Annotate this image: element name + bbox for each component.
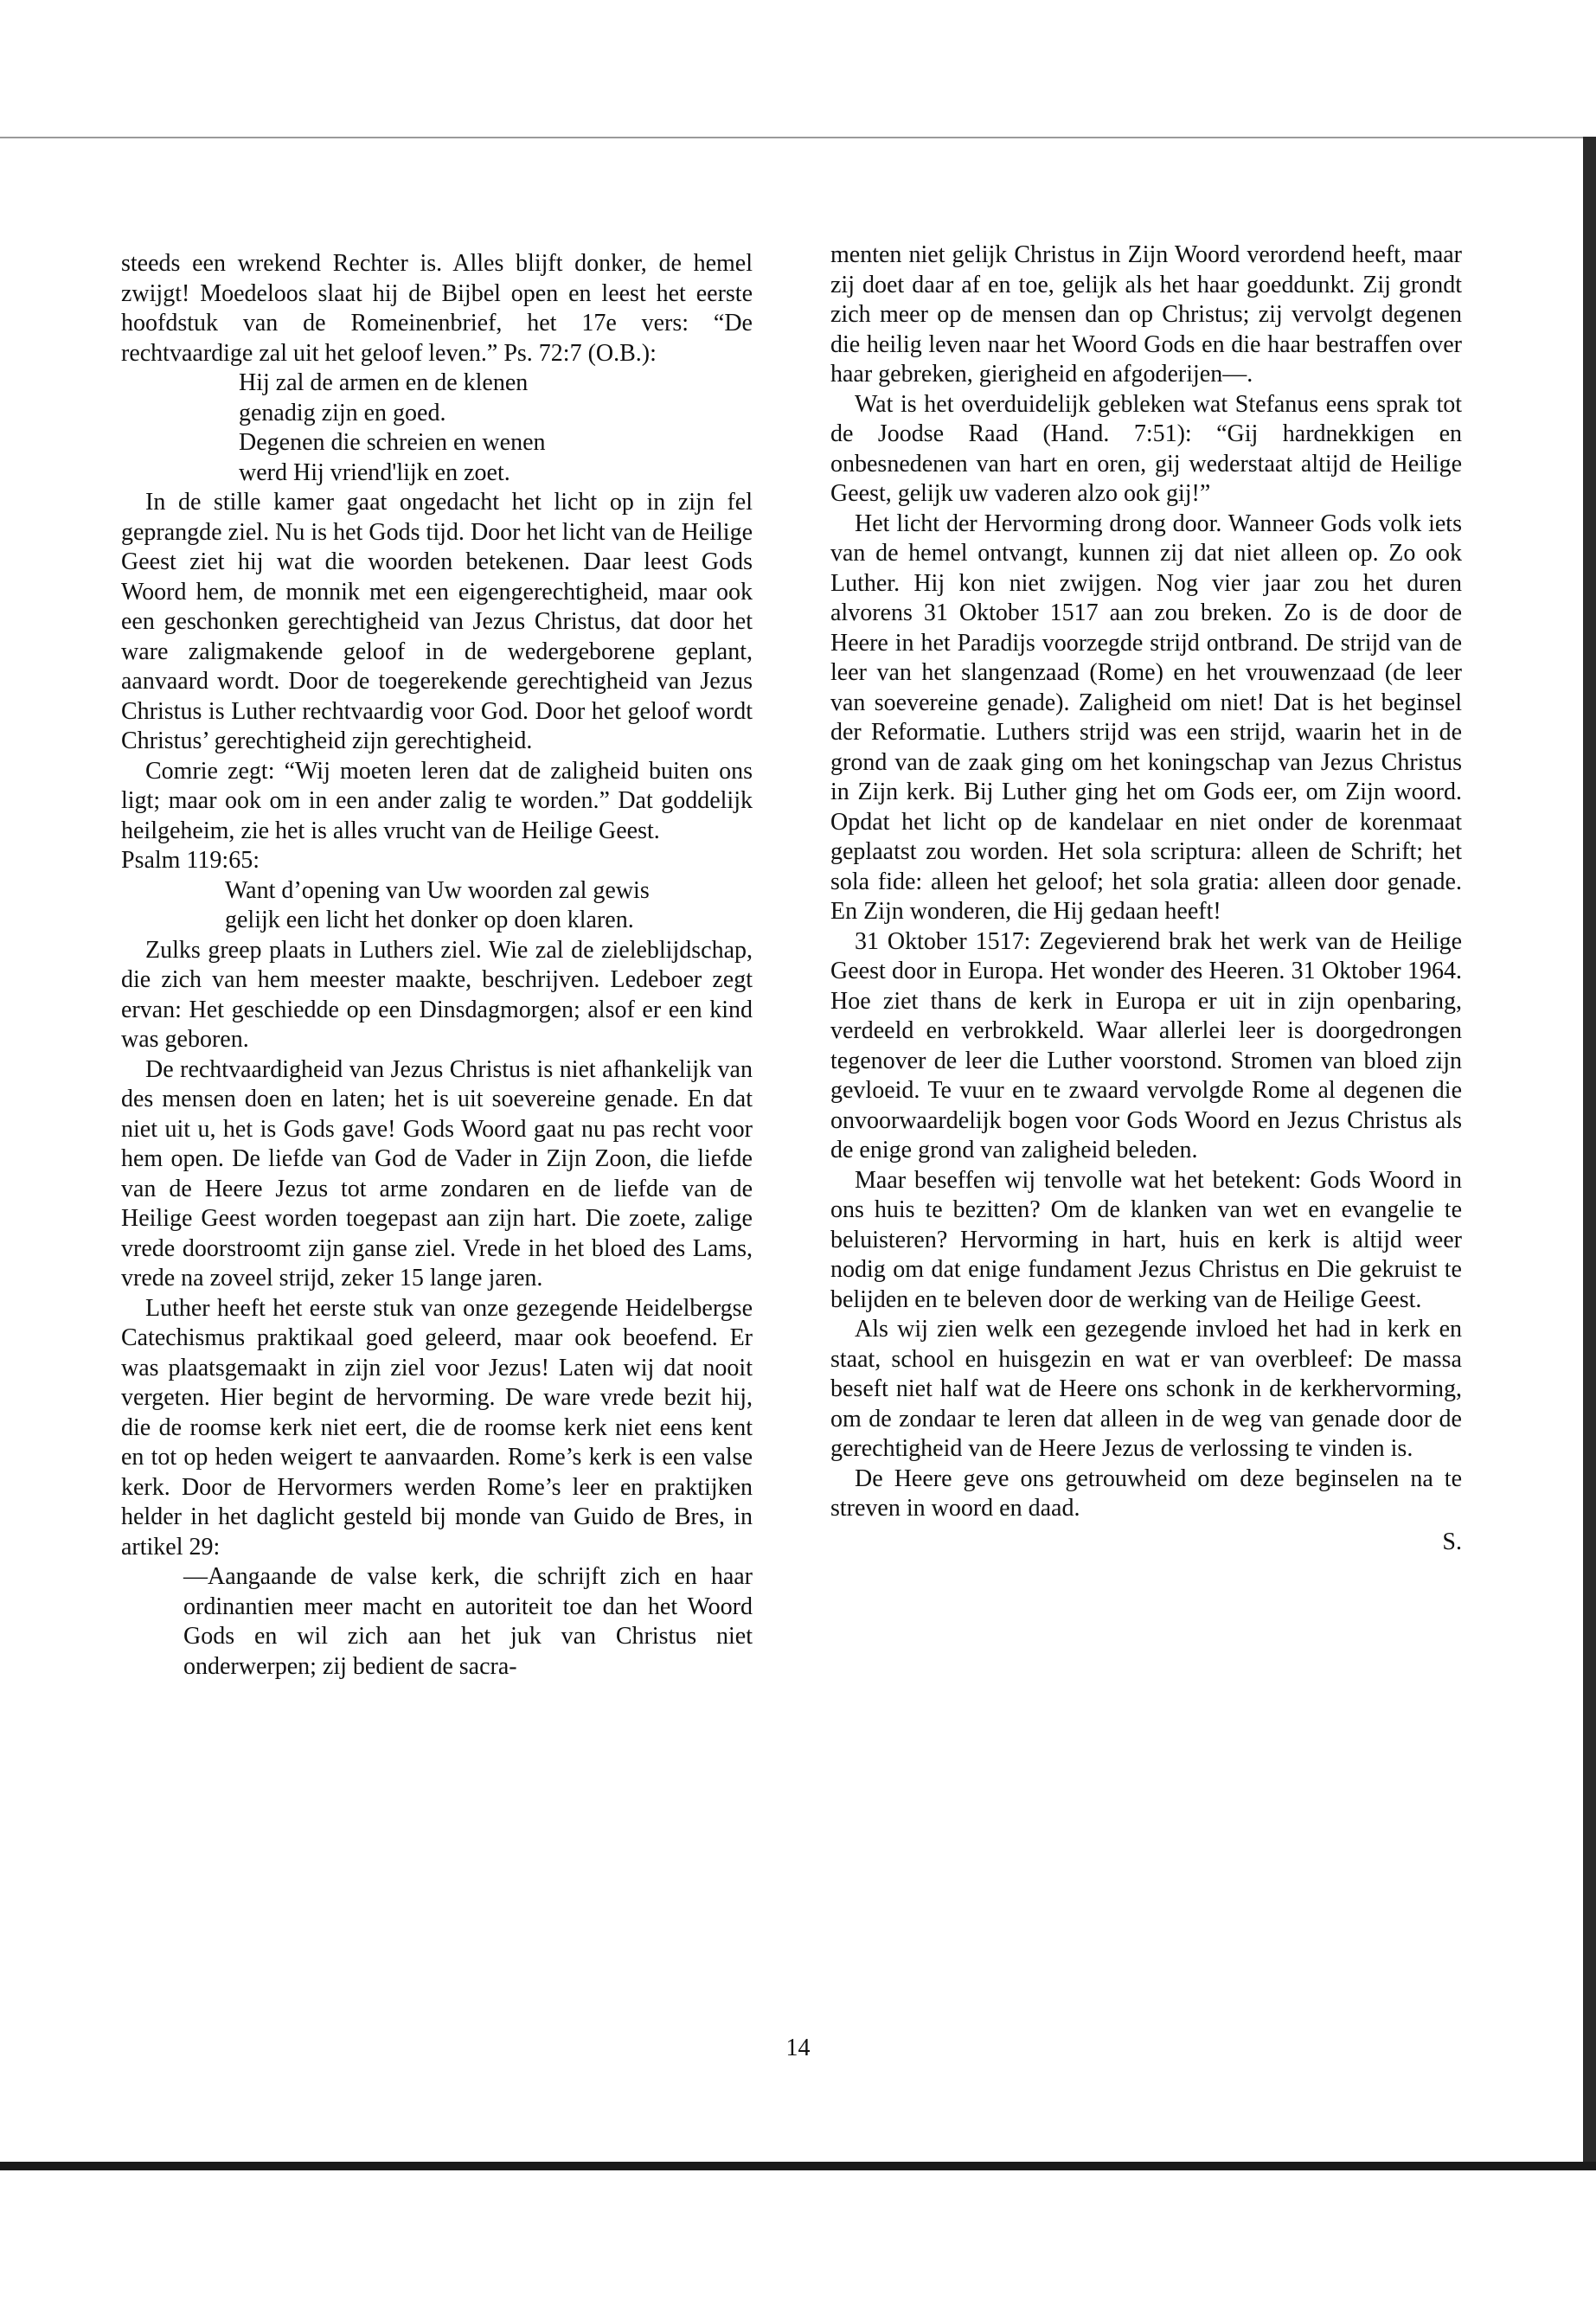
paragraph: Het licht der Hervorming drong door. Wanneer Gods volk iets van de hemel ontvangt, kunnen zij dat niet alleen op. Zo ook Luther. Hij kon niet zwijgen. Nog vier jaar zou het duren alvorens 31 Oktober 1517 aan zou breken. Zo is de door de Heere in het Paradijs voorzegde strijd ontbrand. De strijd van de leer van het slangenzaad (Rome) en het vrouwenzaad (de leer van soevereine genade). Zaligheid om niet! Dat is het beginsel der Reformatie. Luthers strijd was een strijd, waarin het in de grond van de zaak ging om het koningschap van Jezus Christus in Zijn kerk. Bij Luther ging het om Gods eer, om Zijn woord. Opdat het licht op de kandelaar en niet onder de korenmaat geplaatst zou worden. Het sola scriptura: alleen de Schrift; het sola fide: alleen het geloof; het sola gratia: alleen door genade. En Zijn wonderen, die Hij gedaan heeft! <box>830 510 1462 925</box>
left-column <box>121 249 753 1682</box>
psalm-verse-line: werd Hij vriend'lijk en zoet. <box>239 458 510 486</box>
psalm-verse-line: Hij zal de armen en de klenen <box>239 369 529 396</box>
scan-bottom-border <box>0 2162 1596 2170</box>
psalm-verse-line: gelijk een licht het donker op doen klaren. <box>225 907 634 933</box>
paragraph: 31 Oktober 1517: Zegevierend brak het werk van de Heilige Geest door in Europa. Het wonder des Heeren. 31 Oktober 1964. Hoe ziet thans de kerk in Europa er uit in zijn openbaring, verdeeld en verbrokkeld. Waar allerlei leer is doorgedrongen tegenover de leer die Luther voorstond. Stromen van bloed zijn gevloeid. Te vuur en te zwaard vervolgde Rome al degenen die onvoorwaardelijk bogen voor Gods Woord en Jezus Christus als de enige grond van zaligheid beleden. <box>830 927 1462 1163</box>
psalm-verse-line: Degenen die schreien en wenen <box>239 429 546 456</box>
scan-top-border <box>0 137 1596 138</box>
paragraph: De Heere geve ons getrouwheid om deze beginselen na te streven in woord en daad. <box>830 1465 1462 1522</box>
paragraph: In de stille kamer gaat ongedacht het licht op in zijn fel geprangde ziel. Nu is het Gods tijd. Door het licht van de Heilige Geest ziet hij wat die woorden betekenen. Daar leest Gods Woord hem, de monnik met een eigengerechtigheid, maar ook een geschonken gerechtigheid van Jezus Christus, dat door het ware zaligmakende geloof in de wedergeborene geplant, aanvaard wordt. Door de toegerekende gerechtigheid van Jezus Christus is Luther rechtvaardig voor God. Door het geloof wordt Christus’ gerechtigheid zijn gerechtigheid. <box>121 489 753 754</box>
paragraph: Luther heeft het eerste stuk van onze gezegende Heidelbergse Catechismus praktikaal goed geleerd, maar ook beoefend. Er was plaatsgemaakt in zijn ziel voor Jezus! Laten wij dat nooit vergeten. Hier begint de hervorming. De ware vrede bezit hij, die de roomse kerk niet eert, die de roomse kerk niet eens kent en tot op heden weigert te aanvaarden. Rome’s kerk is een valse kerk. Door de Hervormers werden Rome’s leer en praktijken helder in het daglicht gesteld bij monde van Guido de Bres, in artikel 29: <box>121 1294 753 1561</box>
psalm-verse-line: genadig zijn en goed. <box>239 399 446 426</box>
paragraph: Maar beseffen wij tenvolle wat het betekent: Gods Woord in ons huis te bezitten? Om de klanken van wet en evangelie te beluisteren? Hervorming in hart, huis en kerk is altijd weer nodig om dat enige fundament Jezus Christus en Die gekruist te belijden en te beleven door de werking van de Heilige Geest. <box>830 1166 1462 1313</box>
paragraph: Wat is het overduidelijk gebleken wat Stefanus eens sprak tot de Joodse Raad (Hand. 7:51): “Gij hardnekkigen en onbesnedenen van hart en oren, gij wederstaat altijd de Heilige Geest, gelijk uw vaderen alzo ook gij!” <box>830 390 1462 507</box>
psalm-verse-line: Want d’opening van Uw woorden zal gewis <box>225 876 650 904</box>
paragraph: Als wij zien welk een gezegende invloed het had in kerk en staat, school en huisgezin en wat er van overbleef: De massa beseft niet half wat de Heere ons schonk in de kerkhervorming, om de zondaar te leren dat alleen in de weg van genade door de gerechtigheid van de Heere Jezus de verlossing te vinden is. <box>830 1316 1462 1462</box>
quote-paragraph: —Aangaande de valse kerk, die schrijft zich en haar ordinantien meer macht en autoriteit toe dan het Woord Gods en wil zich aan het juk van Christus niet onderwerpen; zij bedient de sacra- <box>183 1563 753 1680</box>
page-number: 14 <box>785 2035 811 2061</box>
author-signature: S. <box>1442 1528 1462 1555</box>
scan-right-border <box>1583 137 1596 2162</box>
paragraph: Comrie zegt: “Wij moeten leren dat de zaligheid buiten ons ligt; maar ook om in een ander zalig te worden.” Dat goddelijk heilgeheim, zie het is alles vrucht van de Heilige Geest. <box>121 757 753 844</box>
paragraph: Zulks greep plaats in Luthers ziel. Wie zal de zieleblijdschap, die zich van hem meester maakte, beschrijven. Ledeboer zegt ervan: Het geschiedde op een Dinsdagmorgen; alsof er een kind was geboren. <box>121 936 753 1053</box>
paragraph: De rechtvaardigheid van Jezus Christus is niet afhankelijk van des mensen doen en laten; het is uit soevereine genade. En dat niet uit u, het is Gods gave! Gods Woord gaat nu pas recht voor hem open. De liefde van God de Vader in Zijn Zoon, die liefde van de Heere Jezus tot arme zondaren en de liefde van de Heilige Geest worden toegepast aan zijn hart. Die zoete, zalige vrede doorstroomt zijn ganse ziel. Vrede in het bloed des Lams, vrede na zoveel strijd, zeker 15 lange jaren. <box>121 1055 753 1292</box>
right-column <box>830 240 1462 1557</box>
paragraph: menten niet gelijk Christus in Zijn Woord verordend heeft, maar zij doet daar af en toe, gelijk als het haar goeddunkt. Zij grondt zich meer op de mensen dan op Christus; zij vervolgt degenen die heilig leven naar het Woord Gods en die haar bestraffen over haar gebreken, gierigheid en afgoderijen—. <box>830 241 1462 388</box>
psalm-reference: Psalm 119:65: <box>121 847 260 874</box>
paragraph: steeds een wrekend Rechter is. Alles blijft donker, de hemel zwijgt! Moedeloos slaat hij de Bijbel open en leest het eerste hoofdstuk van de Romeinenbrief, het 17e vers: “De rechtvaardige zal uit het geloof leven.” Ps. 72:7 (O.B.): <box>121 250 753 367</box>
